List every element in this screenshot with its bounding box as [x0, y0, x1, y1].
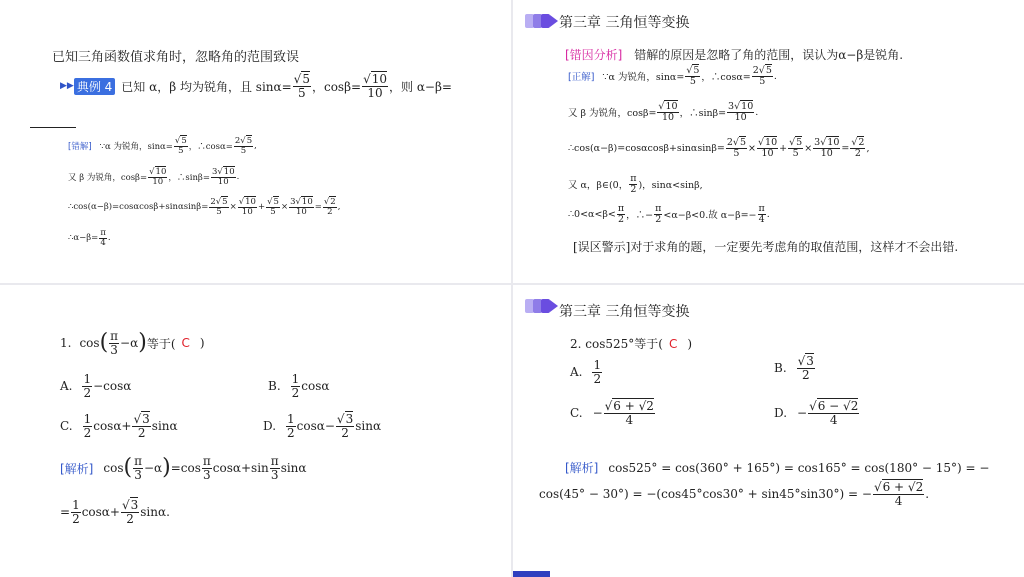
wrong-line-1 — [68, 137, 257, 156]
wrong-solution-tag: [错解] — [68, 142, 92, 153]
fraction: π 2 — [630, 173, 637, 195]
text: sinα — [280, 461, 307, 476]
text: × — [748, 142, 756, 154]
fraction: $\frac{3√ 10}{10}$ — [727, 102, 754, 123]
slide-panel-top-right — [513, 0, 1024, 283]
sin-alpha-fraction: √ $\frac{5}{5}$ — [293, 73, 311, 99]
option-a — [60, 373, 131, 399]
text: 错解的原因是忽略了角的范围，误认为α−β是锐角. — [634, 48, 904, 62]
option-b — [268, 373, 330, 399]
slide-panel-top-left — [0, 0, 511, 283]
text: ∴α−β= — [68, 233, 99, 244]
text: 又 α，β∈(0， — [568, 180, 629, 192]
option-c — [60, 413, 178, 439]
option-d — [774, 400, 860, 426]
example-line — [60, 66, 452, 106]
text: , — [254, 141, 257, 152]
fraction: √ $\frac{10}{10}$ — [757, 138, 778, 159]
analysis-line-1 — [60, 455, 307, 481]
text: cosα+ — [93, 419, 132, 434]
text: sinα. — [140, 505, 170, 520]
analysis-line-1 — [565, 459, 989, 476]
text: cos525° = cos(360° + 165°) = cos165° = cos(180° − 15°) = − — [608, 460, 990, 475]
chapter-bar-icon — [525, 297, 557, 315]
correct-line-2 — [568, 102, 758, 123]
fraction: 1 2 — [83, 412, 92, 440]
fraction: $\frac{2√ 5}{5}$ — [209, 198, 228, 217]
option-label: C. — [60, 419, 73, 434]
section-heading: 已知三角函数值求角时，忽略角的范围致误 — [52, 50, 300, 65]
option-a — [570, 359, 603, 385]
option-label: D. — [263, 419, 277, 434]
fraction: $\frac{3√ 10}{10}$ — [289, 198, 314, 217]
correct-line-4 — [568, 174, 703, 195]
fraction: π 3 — [202, 454, 211, 482]
text: . — [236, 172, 240, 183]
fraction: $\frac{3√ 10}{10}$ — [813, 138, 840, 159]
text: sinα — [355, 419, 382, 434]
text: 又 β 为锐角，cosβ= — [568, 108, 657, 120]
text: . — [773, 70, 777, 82]
correct-line-3 — [568, 138, 869, 159]
option-label: B. — [774, 361, 787, 376]
text: + — [779, 142, 788, 154]
example-text-2: ，cosβ= — [311, 79, 362, 94]
text: 又 β 为锐角，cosβ= — [68, 173, 148, 184]
wrong-line-4 — [68, 229, 111, 248]
text: = — [841, 142, 850, 154]
slide-panel-bottom-left — [0, 285, 511, 577]
text: −α — [143, 461, 163, 476]
correct-solution-tag: [正解] — [568, 72, 595, 84]
text: ，∴− — [626, 210, 654, 222]
text: = — [60, 505, 71, 520]
fraction: √ $\frac{6 + √2}{4}$ — [604, 400, 655, 426]
text: ∴0<α<β< — [568, 208, 616, 220]
text: × — [229, 202, 237, 213]
text: <α−β<0.故 α−β=− — [663, 210, 757, 222]
text: − — [592, 406, 603, 421]
text: − — [797, 406, 808, 421]
fraction: √ $\frac{3}{2}$ — [121, 499, 139, 525]
option-b — [774, 355, 816, 381]
text: ，∴sinβ= — [168, 173, 210, 184]
text: ( — [99, 330, 109, 356]
mistake-warning: [误区警示]对于求角的题，一定要先考虑角的取值范围，这样才不会出错. — [573, 240, 959, 254]
text: ∴cos(α−β)=cosαcosβ+sinαsinβ= — [68, 202, 209, 213]
fraction: √ $\frac{5}{5}$ — [266, 198, 280, 217]
option-label: D. — [774, 406, 788, 421]
text: ∵α 为锐角，sinα= — [99, 142, 173, 153]
text: −α — [120, 336, 139, 351]
question-number: 1. — [60, 336, 72, 351]
correct-line-1 — [568, 66, 777, 87]
fraction: $\frac{2√ 5}{5}$ — [234, 137, 253, 156]
option-label: A. — [570, 365, 583, 380]
text: cos — [103, 461, 124, 476]
text: . — [766, 208, 770, 220]
text: + — [257, 202, 266, 213]
question-2 — [570, 335, 692, 352]
analysis-line-2 — [539, 481, 929, 507]
text: ∵α 为锐角，sinα= — [602, 72, 685, 84]
fraction: $\frac{1}{2}$ — [72, 498, 80, 526]
correct-line-5 — [568, 204, 770, 225]
fraction: $\frac{\pi}{4}$ — [100, 228, 106, 248]
text: ) — [138, 330, 147, 356]
cos-beta-fraction: √ $\frac{10}{10}$ — [362, 73, 388, 99]
answer-mark: C — [181, 336, 190, 351]
question-text: 2. cos525°等于( — [570, 337, 663, 351]
text: cosα — [301, 379, 330, 394]
example-tag: 典例 4 — [74, 78, 115, 95]
text: cosα+ — [81, 505, 120, 520]
example-text-1: 已知 α，β 均为锐角，且 sinα= — [121, 79, 292, 94]
fraction: $\frac{\pi}{4}$ — [758, 203, 765, 225]
fraction: √ $\frac{10}{10}$ — [238, 198, 257, 217]
analysis-tag: [错因分析] — [565, 48, 623, 62]
fraction: √ 3 2 — [797, 355, 815, 381]
fraction: π 2 — [617, 203, 625, 225]
fraction: √ $\frac{3}{2}$ — [132, 413, 150, 439]
text: ) — [199, 336, 205, 351]
fraction: √ $\frac{5}{5}$ — [174, 137, 188, 156]
text: 等于( — [146, 336, 176, 351]
fraction: $\frac{3√ 10}{10}$ — [211, 168, 236, 187]
chapter-header: 第三章 三角恒等变换 — [559, 304, 690, 320]
fraction: √ $\frac{5}{5}$ — [788, 138, 803, 159]
text: . — [755, 106, 759, 118]
text: ，∴sinβ= — [679, 108, 727, 120]
text: . — [107, 233, 111, 244]
analysis-line-2 — [60, 499, 170, 525]
text: ) — [687, 336, 693, 351]
option-d — [263, 413, 381, 439]
fraction: √ $\frac{5}{5}$ — [685, 66, 700, 87]
fraction: π 3 — [270, 454, 279, 482]
text: . — [925, 487, 930, 502]
wrong-line-2 — [68, 168, 239, 187]
text: ，∴cosα= — [701, 72, 751, 84]
text: , — [337, 202, 341, 213]
text: = — [314, 202, 322, 213]
analysis-tag: [解析] — [60, 461, 94, 476]
text: =cos — [170, 461, 201, 476]
option-label: C. — [570, 406, 583, 421]
fraction: √ $\frac{2}{2}$ — [323, 198, 337, 217]
text: ∴cos(α−β)=cosαcosβ+sinαsinβ= — [568, 142, 725, 154]
text: ，∴cosα= — [188, 142, 233, 153]
analysis-tag: [解析] — [565, 461, 599, 475]
fraction: $\frac{\pi}{2}$ — [655, 203, 662, 225]
chapter-header: 第三章 三角恒等变换 — [559, 15, 690, 31]
text: ( — [123, 455, 133, 481]
fraction: √ $\frac{6 - √2}{4}$ — [808, 400, 859, 426]
text: ) — [162, 455, 171, 481]
text: sinα — [151, 419, 178, 434]
text: cosα− — [296, 419, 335, 434]
fraction: 1 2 — [83, 372, 92, 400]
fraction: π 3 — [134, 454, 142, 482]
option-label: B. — [268, 379, 281, 394]
fraction: √ $\frac{6 + √2}{4}$ — [873, 481, 924, 507]
wrong-line-3 — [68, 198, 340, 217]
answer-blank — [30, 127, 76, 128]
analysis-line — [565, 46, 903, 63]
text: , — [866, 142, 870, 154]
fraction: 1 2 — [287, 412, 295, 440]
fraction: 1 2 — [593, 358, 602, 386]
double-arrow-icon: ▶▶ — [60, 81, 74, 91]
text: cos — [79, 336, 100, 351]
answer-mark: C — [668, 336, 678, 351]
example-text-3: ，则 α−β= — [389, 79, 452, 94]
fraction: 1 2 — [291, 372, 300, 400]
slide-panel-bottom-right — [513, 285, 1024, 577]
option-c — [570, 400, 656, 426]
text: cosα+sin — [212, 461, 269, 476]
chapter-bar-icon — [525, 12, 557, 30]
text: × — [804, 142, 813, 154]
fraction: $\frac{2√ 5}{5}$ — [752, 66, 773, 87]
option-label: A. — [60, 379, 73, 394]
fraction: $\frac{2√ 5}{5}$ — [726, 138, 747, 159]
fraction: π 3 — [110, 329, 119, 357]
text: )，sinα<sinβ, — [638, 180, 703, 192]
question-1 — [60, 330, 205, 356]
text: × — [280, 202, 289, 213]
text: cos(45° − 30°) = −(cos45°cos30° + sin45°sin30°) = − — [539, 487, 872, 502]
fraction: √ $\frac{10}{10}$ — [148, 168, 167, 187]
fraction: √ $\frac{3}{2}$ — [336, 413, 354, 439]
fraction: √ $\frac{10}{10}$ — [657, 102, 678, 123]
page-indicator-bar — [513, 571, 550, 577]
text: −cosα — [93, 379, 132, 394]
fraction: √ $\frac{2}{2}$ — [850, 138, 865, 159]
